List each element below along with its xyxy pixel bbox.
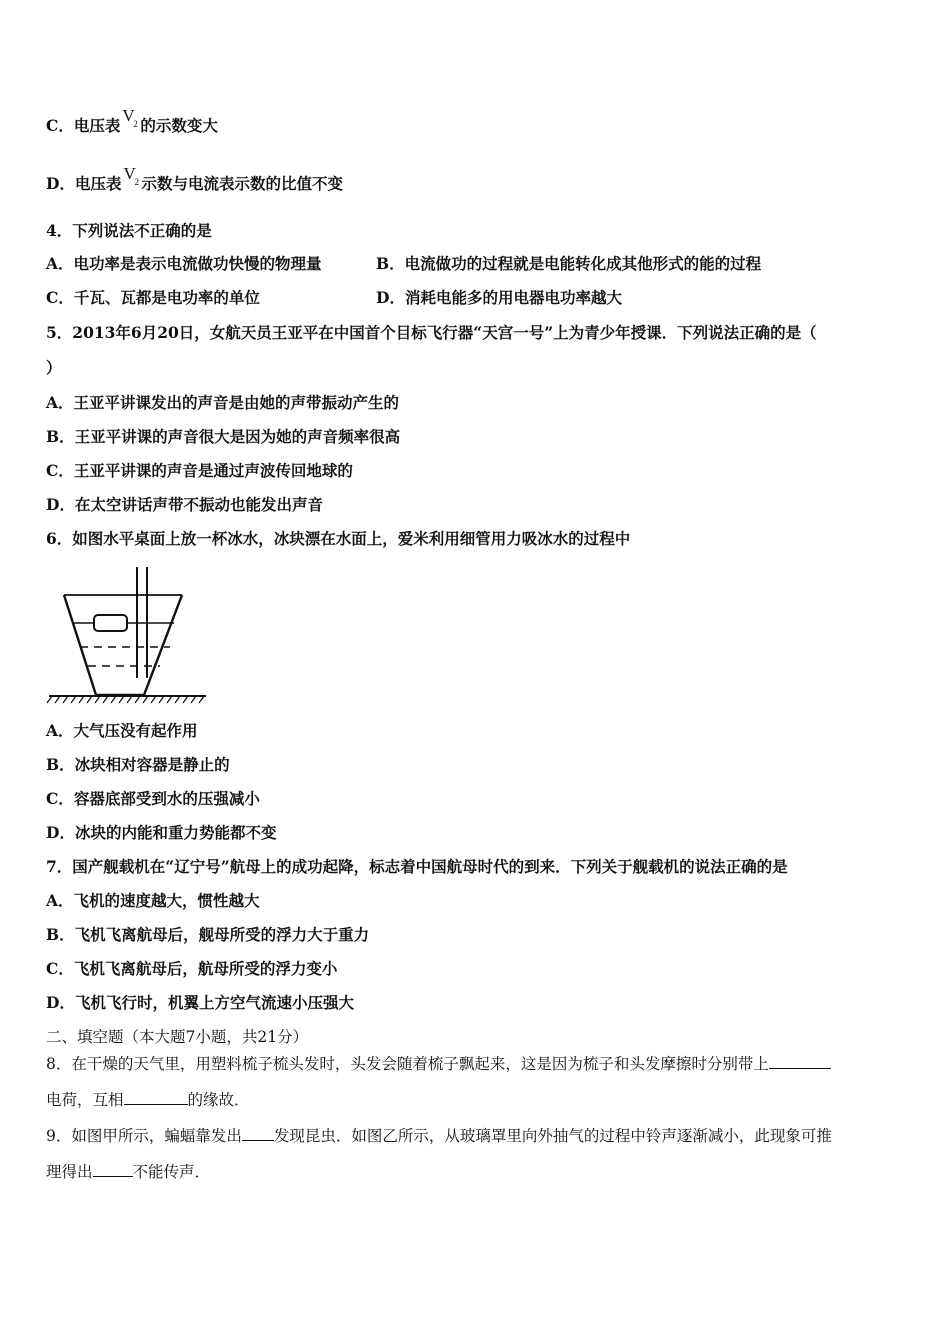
q8-stem-cont: 电荷，互相 的缘故． (46, 1091, 250, 1109)
q4-stem: 4．下列说法不正确的是 (46, 221, 212, 240)
fill-blank[interactable] (769, 1053, 831, 1069)
q7-option-b: B．飞机飞离航母后，舰母所受的浮力大于重力 (46, 925, 370, 944)
q9-stem: 9．如图甲所示，蝙蝠靠发出 发现昆虫．如图乙所示，从玻璃罩里向外抽气的过程中铃声逐渐减小，此现象可推 (46, 1127, 832, 1145)
q7-stem: 7．国产舰载机在“辽宁号”航母上的成功起降，标志着中国航母时代的到来．下列关于舰载机的说法正确的是 (46, 857, 788, 876)
q6-stem: 6．如图水平桌面上放一杯冰水，冰块漂在水面上，爱米利用细管用力吸冰水的过程中 (46, 529, 631, 548)
q3-option-c: C．电压表 V 2 的示数变大 (46, 106, 218, 135)
q5-option-a: A．王亚平讲课发出的声音是由她的声带振动产生的 (46, 393, 400, 412)
q6-option-b: B．冰块相对容器是静止的 (46, 755, 230, 774)
q9-stem-cont: 理得出 不能传声． (46, 1163, 211, 1181)
q7-option-c: C．飞机飞离航母后，航母所受的浮力变小 (46, 959, 338, 978)
section-2-title: 二、填空题（本大题7小题，共21分） (46, 1028, 309, 1046)
fill-blank[interactable] (93, 1161, 133, 1177)
fill-blank[interactable] (124, 1089, 188, 1105)
q5-option-b: B．王亚平讲课的声音很大是因为她的声音频率很高 (46, 427, 401, 446)
q4-option-c: C．千瓦、瓦都是电功率的单位 (46, 288, 260, 307)
beaker-figure (46, 565, 216, 705)
q6-option-a: A．大气压没有起作用 (46, 721, 198, 740)
q5-stem: 5．2013年6月20日，女航天员王亚平在中国首个目标飞行器“天宫一号”上为青少年授课．下列说法正确的是（ (46, 323, 817, 342)
q8-stem: 8．在干燥的天气里，用塑料梳子梳头发时，头发会随着梳子飘起来，这是因为梳子和头发摩擦时分别带上 (46, 1053, 831, 1074)
q4-option-b: B．电流做功的过程就是电能转化成其他形式的能的过程 (376, 254, 762, 273)
q4-option-a: A．电功率是表示电流做功快慢的物理量 (46, 254, 322, 273)
q7-option-d: D．飞机飞行时，机翼上方空气流速小压强大 (46, 993, 354, 1012)
q4-option-d: D．消耗电能多的用电器电功率越大 (376, 288, 622, 307)
q5-option-c: C．王亚平讲课的声音是通过声波传回地球的 (46, 461, 353, 480)
voltmeter-v2-symbol: V 2 (122, 106, 138, 129)
q5-stem-cont: ） (46, 358, 62, 377)
fill-blank[interactable] (242, 1125, 274, 1141)
q3-option-d: D．电压表 V 2 示数与电流表示数的比值不变 (46, 164, 343, 193)
q5-option-d: D．在太空讲话声带不振动也能发出声音 (46, 495, 323, 514)
voltmeter-v2-symbol: V 2 (123, 164, 139, 187)
q6-option-c: C．容器底部受到水的压强减小 (46, 789, 260, 808)
q7-option-a: A．飞机的速度越大，惯性越大 (46, 891, 260, 910)
q6-option-d: D．冰块的内能和重力势能都不变 (46, 823, 277, 842)
